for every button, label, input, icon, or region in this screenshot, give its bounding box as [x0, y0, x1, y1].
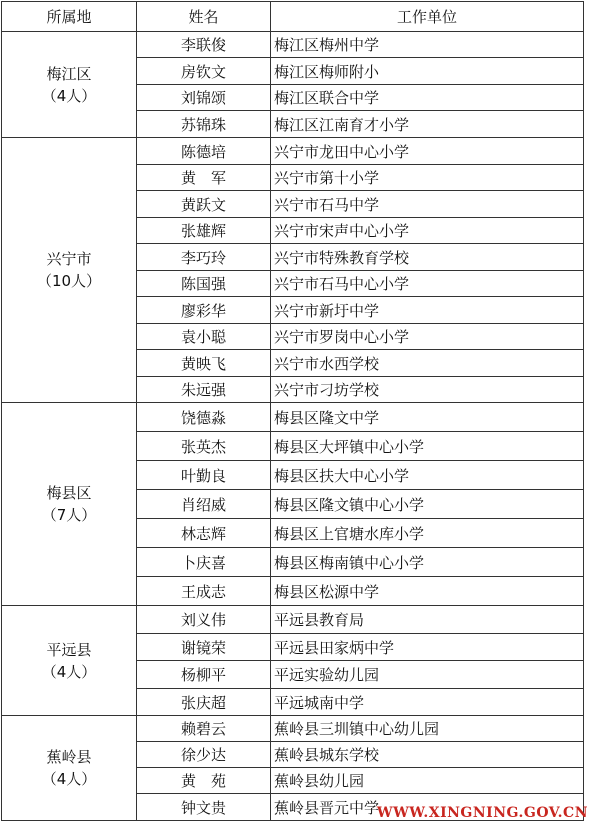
unit-cell: 梅县区隆文镇中心小学 [271, 490, 584, 519]
region-cell [2, 716, 137, 821]
unit-cell: 梅县区松源中学 [271, 577, 584, 606]
name-cell: 谢镜荣 [137, 634, 271, 661]
region-cell [2, 403, 137, 606]
name-cell: 袁小聪 [137, 324, 271, 350]
name-cell: 黄 苑 [137, 768, 271, 794]
table-row [2, 606, 584, 634]
site-watermark: WWW.XINGNING.GOV.CN [376, 805, 588, 821]
name-cell: 苏锦珠 [137, 111, 271, 138]
name-cell: 叶勤良 [137, 461, 271, 490]
name-cell: 林志辉 [137, 519, 271, 548]
personnel-table [1, 1, 584, 821]
name-cell: 赖碧云 [137, 716, 271, 742]
name-cell: 杨柳平 [137, 661, 271, 689]
name-cell: 黄跃文 [137, 191, 271, 218]
table-row [2, 138, 584, 165]
unit-cell: 梅县区大坪镇中心小学 [271, 432, 584, 461]
unit-cell: 平远实验幼儿园 [271, 661, 584, 689]
region-count: （4人） [41, 770, 97, 788]
unit-cell: 平远县教育局 [271, 606, 584, 634]
name-cell: 张英杰 [137, 432, 271, 461]
name-cell: 钟文贵 [137, 794, 271, 821]
header-region: 所属地 [2, 2, 137, 32]
unit-cell: 兴宁市宋声中心小学 [271, 218, 584, 244]
unit-cell: 兴宁市罗岗中心小学 [271, 324, 584, 350]
unit-cell: 蕉岭县城东学校 [271, 742, 584, 768]
unit-cell: 兴宁市新圩中学 [271, 297, 584, 324]
table-row [2, 403, 584, 432]
region-count: （7人） [41, 506, 97, 524]
unit-cell: 梅县区上官塘水库小学 [271, 519, 584, 548]
unit-cell: 梅县区梅南镇中心小学 [271, 548, 584, 577]
name-cell: 饶德淼 [137, 403, 271, 432]
region-cell [2, 138, 137, 403]
unit-cell: 梅江区联合中学 [271, 85, 584, 111]
unit-cell: 蕉岭县三圳镇中心幼儿园 [271, 716, 584, 742]
unit-cell: 兴宁市水西学校 [271, 350, 584, 377]
name-cell: 刘锦颂 [137, 85, 271, 111]
name-cell: 王成志 [137, 577, 271, 606]
name-cell: 卜庆喜 [137, 548, 271, 577]
unit-cell: 兴宁市石马中学 [271, 191, 584, 218]
unit-cell: 平远城南中学 [271, 689, 584, 716]
table-row [2, 32, 584, 58]
unit-cell: 兴宁市第十小学 [271, 165, 584, 191]
unit-cell: 梅江区梅州中学 [271, 32, 584, 58]
name-cell: 黄 军 [137, 165, 271, 191]
region-cell [2, 606, 137, 716]
region-cell [2, 32, 137, 138]
header-name: 姓名 [137, 2, 271, 32]
unit-cell: 兴宁市特殊教育学校 [271, 244, 584, 271]
unit-cell: 兴宁市石马中心小学 [271, 271, 584, 297]
name-cell: 刘义伟 [137, 606, 271, 634]
unit-cell: 梅江区江南育才小学 [271, 111, 584, 138]
name-cell: 黄映飞 [137, 350, 271, 377]
name-cell: 朱远强 [137, 377, 271, 403]
header-unit: 工作单位 [271, 2, 584, 32]
unit-cell: 梅江区梅师附小 [271, 58, 584, 85]
name-cell: 张雄辉 [137, 218, 271, 244]
name-cell: 李联俊 [137, 32, 271, 58]
table-body [2, 32, 584, 821]
name-cell: 廖彩华 [137, 297, 271, 324]
region-name: 梅江区 [46, 64, 92, 83]
unit-cell: 平远县田家炳中学 [271, 634, 584, 661]
name-cell: 张庆超 [137, 689, 271, 716]
unit-cell: 兴宁市刁坊学校 [271, 377, 584, 403]
region-count: （4人） [41, 662, 97, 681]
unit-cell: 梅县区扶大中心小学 [271, 461, 584, 490]
name-cell: 肖绍威 [137, 490, 271, 519]
region-name: 蕉岭县 [46, 748, 92, 766]
unit-cell: 蕉岭县晋元中学 [271, 794, 584, 821]
name-cell: 陈德培 [137, 138, 271, 165]
name-cell: 陈国强 [137, 271, 271, 297]
unit-cell: 梅县区隆文中学 [271, 403, 584, 432]
unit-cell: 蕉岭县幼儿园 [271, 768, 584, 794]
region-count: （10人） [36, 272, 102, 290]
region-name: 兴宁市 [46, 250, 92, 268]
unit-cell: 兴宁市龙田中心小学 [271, 138, 584, 165]
header-row [2, 2, 584, 32]
name-cell: 李巧玲 [137, 244, 271, 271]
table-row [2, 716, 584, 742]
region-count: （4人） [41, 86, 97, 105]
region-name: 梅县区 [46, 484, 92, 502]
name-cell: 徐少达 [137, 742, 271, 768]
name-cell: 房钦文 [137, 58, 271, 85]
region-name: 平远县 [46, 640, 92, 659]
